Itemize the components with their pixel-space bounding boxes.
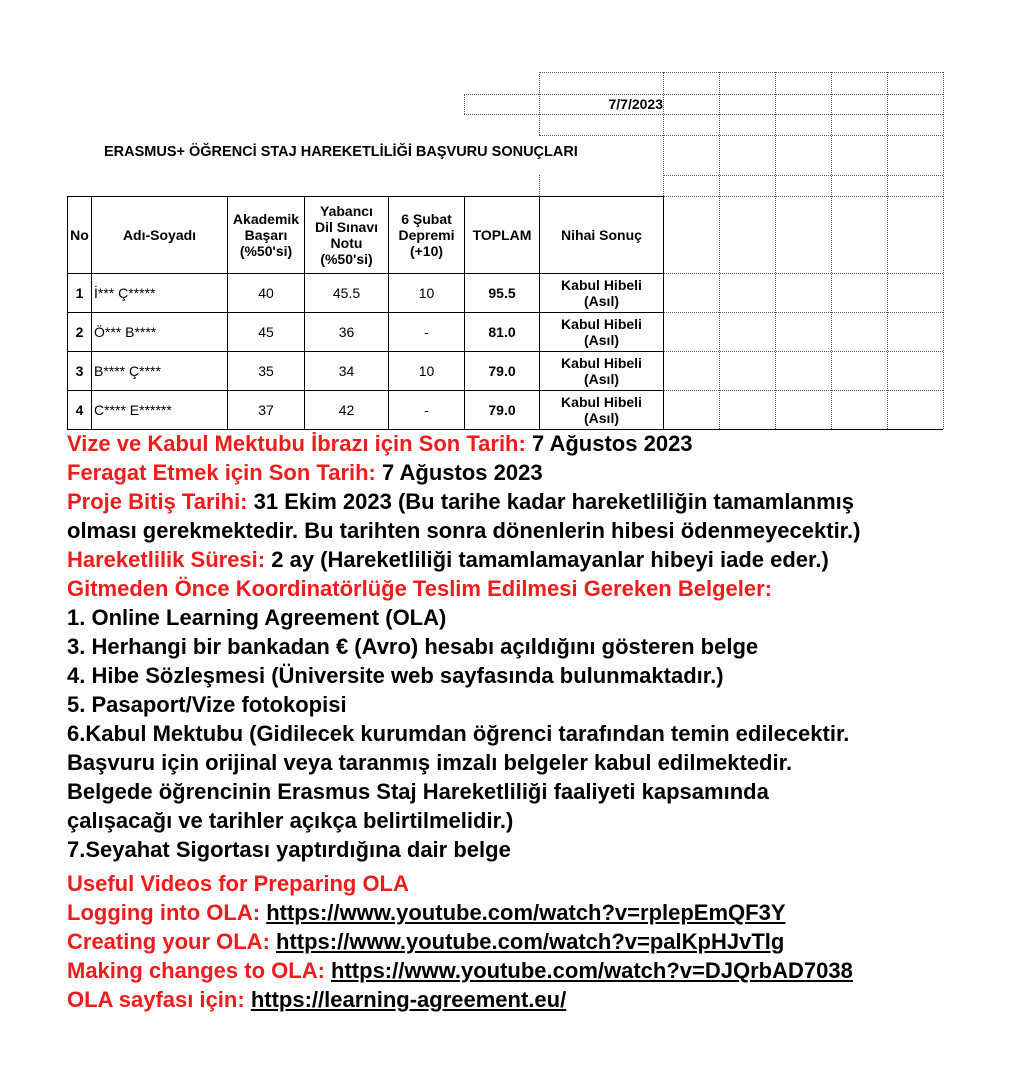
row-1-academic: 40: [258, 285, 274, 301]
header-total: TOPLAM: [472, 227, 532, 243]
header-name: Adı-Soyadı: [122, 227, 197, 243]
page-title: ERASMUS+ ÖĞRENCİ STAJ HAREKETLİLİĞİ BAŞVURU SONUÇLARI: [104, 144, 578, 160]
header-result: Nihai Sonuç: [561, 227, 642, 243]
ola-page-line: OLA sayfası için: https://learning-agreement.eu/: [67, 987, 567, 1012]
row-2-result: Kabul Hibeli (Asıl): [561, 316, 642, 348]
row-4-no: 4: [75, 402, 84, 418]
row-1-no: 1: [75, 285, 84, 301]
mobility-duration: Hareketlilik Süresi: 2 ay (Hareketliliği tamamlamayanlar hibeyi iade eder.): [67, 547, 829, 572]
header-academic: Akademik Başarı (%50'si): [232, 211, 300, 259]
row-4-total: 79.0: [488, 402, 516, 418]
row-4-name: C**** E******: [94, 402, 172, 418]
row-4-earthquake: -: [424, 402, 429, 418]
report-date: 7/7/2023: [608, 96, 663, 112]
changes-video-link[interactable]: https://www.youtube.com/watch?v=DJQrbAD7038: [331, 958, 853, 983]
row-1-total: 95.5: [488, 285, 516, 301]
visa-deadline: Vize ve Kabul Mektubu İbrazı için Son Tarih: 7 Ağustos 2023: [67, 431, 693, 456]
row-1-name: İ*** Ç*****: [94, 285, 156, 301]
create-video-link[interactable]: https://www.youtube.com/watch?v=palKpHJvTlg: [276, 929, 785, 954]
document-item: 6.Kabul Mektubu (Gidilecek kurumdan öğrenci tarafından temin edilecektir.: [67, 721, 850, 746]
document-item: 5. Pasaport/Vize fotokopisi: [67, 692, 347, 717]
changes-video-line: Making changes to OLA: https://www.youtube.com/watch?v=DJQrbAD7038: [67, 958, 853, 983]
row-2-total: 81.0: [488, 324, 516, 340]
document-item: Belgede öğrencinin Erasmus Staj Hareketliliği faaliyeti kapsamında: [67, 779, 769, 804]
videos-heading: Useful Videos for Preparing OLA: [67, 871, 409, 896]
row-2-earthquake: -: [424, 324, 429, 340]
project-end-date: Proje Bitiş Tarihi: 31 Ekim 2023 (Bu tarihe kadar hareketliliğin tamamlanmış: [67, 489, 855, 514]
header-language: Yabancı Dil Sınavı Notu (%50'si): [314, 203, 379, 267]
row-3-total: 79.0: [488, 363, 516, 379]
document-item: 3. Herhangi bir bankadan € (Avro) hesabı açıldığını gösteren belge: [67, 634, 759, 659]
row-3-earthquake: 10: [418, 363, 435, 379]
row-4-academic: 37: [258, 402, 274, 418]
project-end-note: olması gerekmektedir. Bu tarihten sonra dönenlerin hibesi ödenmeyecektir.): [67, 518, 861, 543]
row-1-earthquake: 10: [418, 285, 435, 301]
document-item: 7.Seyahat Sigortası yaptırdığına dair belge: [67, 837, 511, 862]
required-documents-heading: Gitmeden Önce Koordinatörlüğe Teslim Edilmesi Gereken Belgeler:: [67, 576, 772, 601]
row-3-name: B**** Ç****: [94, 363, 161, 379]
row-2-language: 36: [338, 324, 355, 340]
header-no: No: [70, 227, 89, 243]
row-3-result: Kabul Hibeli (Asıl): [561, 355, 642, 387]
row-4-language: 42: [338, 402, 355, 418]
row-1-language: 45.5: [332, 285, 361, 301]
create-video-line: Creating your OLA: https://www.youtube.com/watch?v=palKpHJvTlg: [67, 929, 785, 954]
document-item: 1. Online Learning Agreement (OLA): [67, 605, 447, 630]
login-video-link[interactable]: https://www.youtube.com/watch?v=rplepEmQF3Y: [266, 900, 786, 925]
row-3-no: 3: [75, 363, 84, 379]
row-2-no: 2: [75, 324, 84, 340]
ola-page-link[interactable]: https://learning-agreement.eu/: [250, 987, 567, 1012]
row-1-result: Kabul Hibeli (Asıl): [561, 277, 642, 309]
withdraw-deadline: Feragat Etmek için Son Tarih: 7 Ağustos 2023: [67, 460, 543, 485]
row-2-name: Ö*** B****: [94, 324, 157, 340]
row-3-language: 34: [338, 363, 355, 379]
document-item: 4. Hibe Sözleşmesi (Üniversite web sayfasında bulunmaktadır.): [67, 663, 724, 688]
login-video-line: Logging into OLA: https://www.youtube.com/watch?v=rplepEmQF3Y: [67, 900, 786, 925]
row-3-academic: 35: [258, 363, 274, 379]
document-item: çalışacağı ve tarihler açıkça belirtilmelidir.): [67, 808, 514, 833]
document-item: Başvuru için orijinal veya taranmış imzalı belgeler kabul edilmektedir.: [67, 750, 793, 775]
header-earthquake: 6 Şubat Depremi (+10): [398, 211, 455, 259]
row-2-academic: 45: [258, 324, 274, 340]
row-4-result: Kabul Hibeli (Asıl): [561, 394, 642, 426]
